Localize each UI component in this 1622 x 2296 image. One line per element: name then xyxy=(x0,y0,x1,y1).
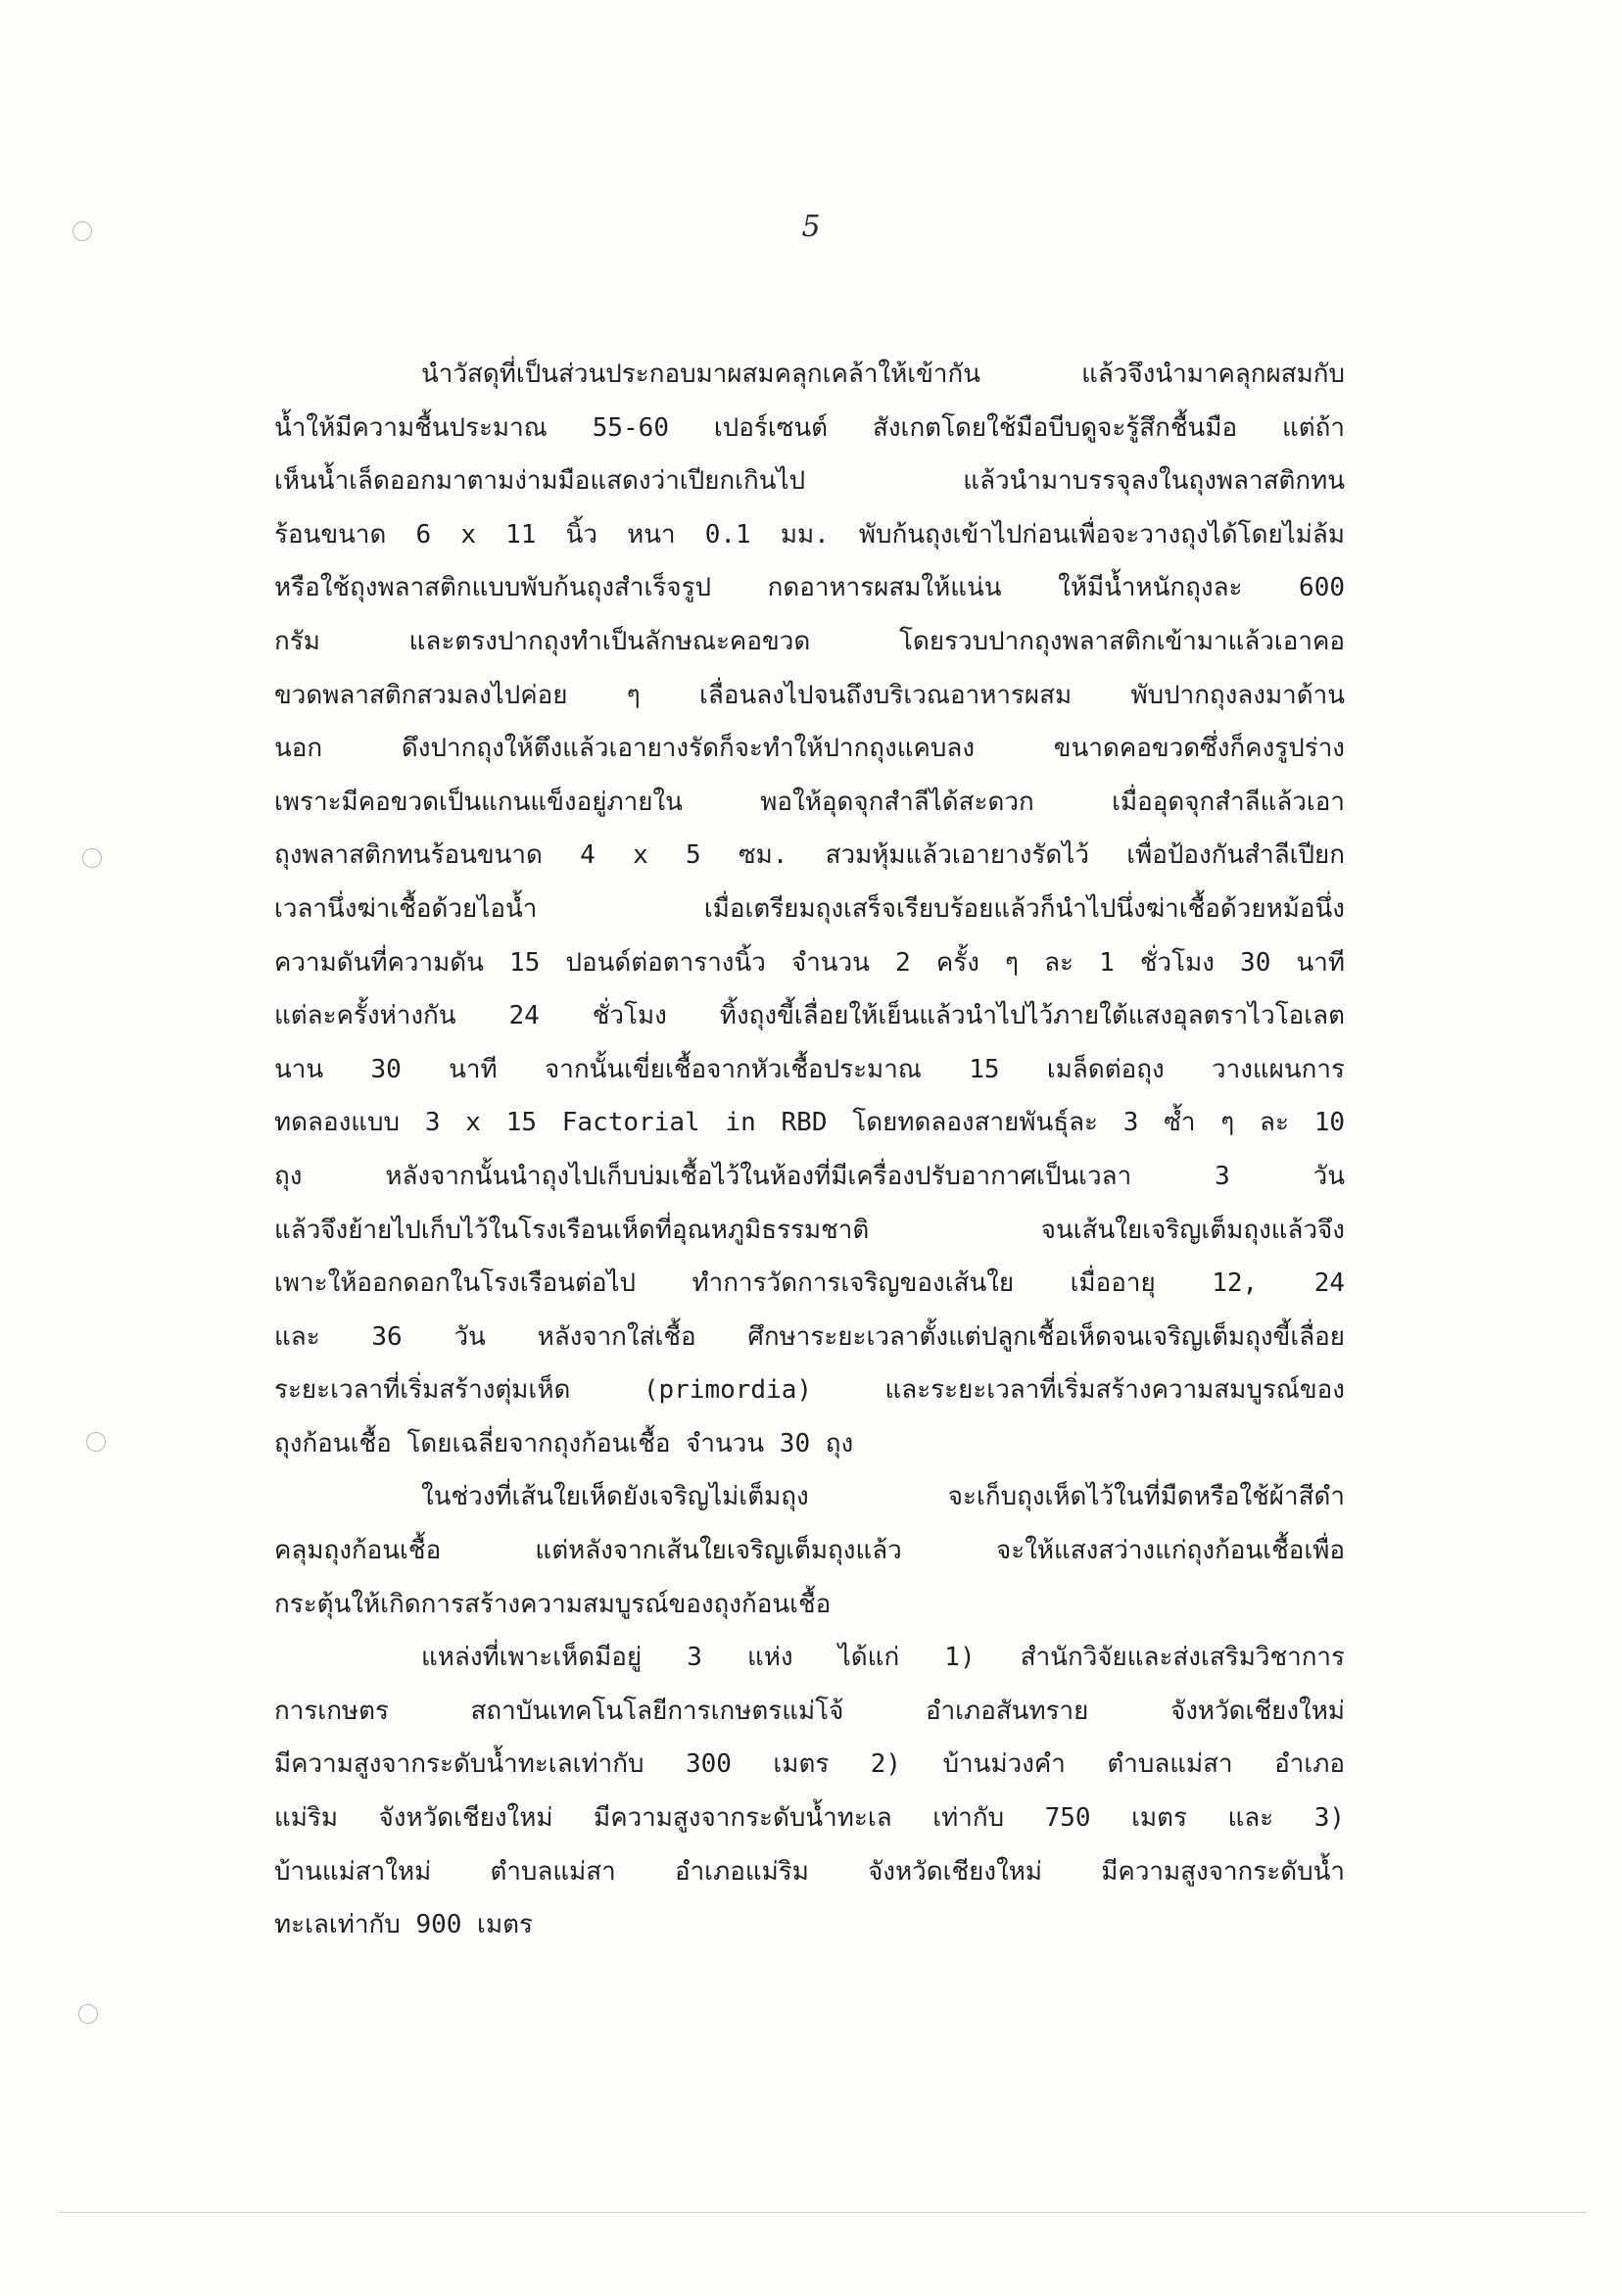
text-line: ถุงก้อนเชื้อ โดยเฉลี่ยจากถุงก้อนเชื้อ จำนวน 30 ถุง xyxy=(274,1428,854,1459)
text-line: ทะเลเท่ากับ 900 เมตร xyxy=(274,1910,533,1940)
text-line: นาน 30 นาที จากนั้นเขี่ยเชื้อจากหัวเชื้อประมาณ 15 เมล็ดต่อถุง วางแผนการ xyxy=(274,1054,1345,1084)
text-line: กรัม และตรงปากถุงทำเป็นลักษณะคอขวด โดยรวบปากถุงพลาสติกเข้ามาแล้วเอาคอ xyxy=(274,626,1345,656)
text-line: แม่ริม จังหวัดเชียงใหม่ มีความสูงจากระดับน้ำทะเล เท่ากับ 750 เมตร และ 3) xyxy=(274,1803,1345,1834)
text-line: หรือใช้ถุงพลาสติกแบบพับก้นถุงสำเร็จรูป กดอาหารผสมให้แน่น ให้มีน้ำหนักถุงละ 600 xyxy=(274,573,1345,603)
page-number: 5 xyxy=(801,210,821,244)
text-line: แต่ละครั้งห่างกัน 24 ชั่วโมง ทิ้งถุงขี้เลื่อยให้เย็นแล้วนำไปไว้ภายใต้แสงอุลตราไวโอเลต xyxy=(274,1001,1345,1031)
text-line: ระยะเวลาที่เริ่มสร้างตุ่มเห็ด (primordia) และระยะเวลาที่เริ่มสร้างความสมบูรณ์ของ xyxy=(274,1375,1345,1406)
paragraph-1 xyxy=(274,348,1345,1470)
text-line: ร้อนขนาด 6 x 11 นิ้ว หนา 0.1 มม. พับก้นถุงเข้าไปก่อนเพื่อจะวางถุงได้โดยไม่ล้ม xyxy=(274,519,1345,550)
text-line: นอก ดึงปากถุงให้ตึงแล้วเอายางรัดก็จะทำให้ปากถุงแคบลง ขนาดคอขวดซึ่งก็คงรูปร่าง xyxy=(274,734,1345,764)
text-line: ทดลองแบบ 3 x 15 Factorial in RBD โดยทดลองสายพันธุ์ละ 3 ซ้ำ ๆ ละ 10 xyxy=(274,1108,1345,1138)
text-line: เพาะให้ออกดอกในโรงเรือนต่อไป ทำการวัดการเจริญของเส้นใย เมื่ออายุ 12, 24 xyxy=(274,1268,1345,1299)
text-line: กระตุ้นให้เกิดการสร้างความสมบูรณ์ของถุงก้อนเชื้อ xyxy=(274,1589,832,1619)
text-line: คลุมถุงก้อนเชื้อ แต่หลังจากเส้นใยเจริญเต็มถุงแล้ว จะให้แสงสว่างแก่ถุงก้อนเชื้อเพื่อ xyxy=(274,1536,1345,1566)
text-line: การเกษตร สถาบันเทคโนโลยีการเกษตรแม่โจ้ อำเภอสันทราย จังหวัดเชียงใหม่ xyxy=(274,1696,1345,1726)
binder-hole-icon xyxy=(86,1432,106,1452)
binder-hole-icon xyxy=(72,221,92,241)
text-line: นำวัสดุที่เป็นส่วนประกอบมาผสมคลุกเคล้าให้เข้ากัน แล้วจึงนำมาคลุกผสมกับ xyxy=(421,359,1345,389)
text-line: และ 36 วัน หลังจากใส่เชื้อ ศึกษาระยะเวลาตั้งแต่ปลูกเชื้อเห็ดจนเจริญเต็มถุงขี้เลื่อย xyxy=(274,1321,1345,1352)
body-text xyxy=(274,348,1345,1952)
text-line: ในช่วงที่เส้นใยเห็ดยังเจริญไม่เต็มถุง จะเก็บถุงเห็ดไว้ในที่มืดหรือใช้ผ้าสีดำ xyxy=(421,1482,1345,1512)
text-line: บ้านแม่สาใหม่ ตำบลแม่สา อำเภอแม่ริม จังหวัดเชียงใหม่ มีความสูงจากระดับน้ำ xyxy=(274,1856,1345,1887)
text-line: น้ำให้มีความชื้นประมาณ 55-60 เปอร์เซนต์ สังเกตโดยใช้มือบีบดูจะรู้สึกชื้นมือ แต่ถ้า xyxy=(274,412,1345,443)
text-line: มีความสูงจากระดับน้ำทะเลเท่ากับ 300 เมตร 2) บ้านม่วงคำ ตำบลแม่สา อำเภอ xyxy=(274,1749,1345,1780)
text-line: แหล่งที่เพาะเห็ดมีอยู่ 3 แห่ง ได้แก่ 1) สำนักวิจัยและส่งเสริมวิชาการ xyxy=(421,1643,1345,1673)
paragraph-3 xyxy=(274,1631,1345,1952)
paragraph-2 xyxy=(274,1470,1345,1631)
scan-edge-line xyxy=(59,2212,1587,2213)
text-line: เวลานึ่งฆ่าเชื้อด้วยไอน้ำ เมื่อเตรียมถุงเสร็จเรียบร้อยแล้วก็นำไปนึ่งฆ่าเชื้อด้วยหม้อนึ่ง xyxy=(274,893,1345,924)
text-line: ถุง หลังจากนั้นนำถุงไปเก็บบ่มเชื้อไว้ในห้องที่มีเครื่องปรับอากาศเป็นเวลา 3 วัน xyxy=(274,1161,1345,1191)
binder-hole-icon xyxy=(78,2004,98,2024)
text-line: แล้วจึงย้ายไปเก็บไว้ในโรงเรือนเห็ดที่อุณหภูมิธรรมชาติ จนเส้นใยเจริญเต็มถุงแล้วจึง xyxy=(274,1215,1345,1245)
text-line: เพราะมีคอขวดเป็นแกนแข็งอยู่ภายใน พอให้อุดจุกสำลีได้สะดวก เมื่ออุดจุกสำลีแล้วเอา xyxy=(274,787,1345,817)
text-line: ถุงพลาสติกทนร้อนขนาด 4 x 5 ซม. สวมหุ้มแล้วเอายางรัดไว้ เพื่อป้องกันสำลีเปียก xyxy=(274,840,1345,871)
binder-hole-icon xyxy=(82,848,102,868)
text-line: ความดันที่ความดัน 15 ปอนด์ต่อตารางนิ้ว จำนวน 2 ครั้ง ๆ ละ 1 ชั่วโมง 30 นาที xyxy=(274,947,1345,978)
text-line: ขวดพลาสติกสวมลงไปค่อย ๆ เลื่อนลงไปจนถึงบริเวณอาหารผสม พับปากถุงลงมาด้าน xyxy=(274,680,1345,710)
text-line: เห็นน้ำเล็ดออกมาตามง่ามมือแสดงว่าเปียกเกินไป แล้วนำมาบรรจุลงในถุงพลาสติกทน xyxy=(274,466,1345,497)
